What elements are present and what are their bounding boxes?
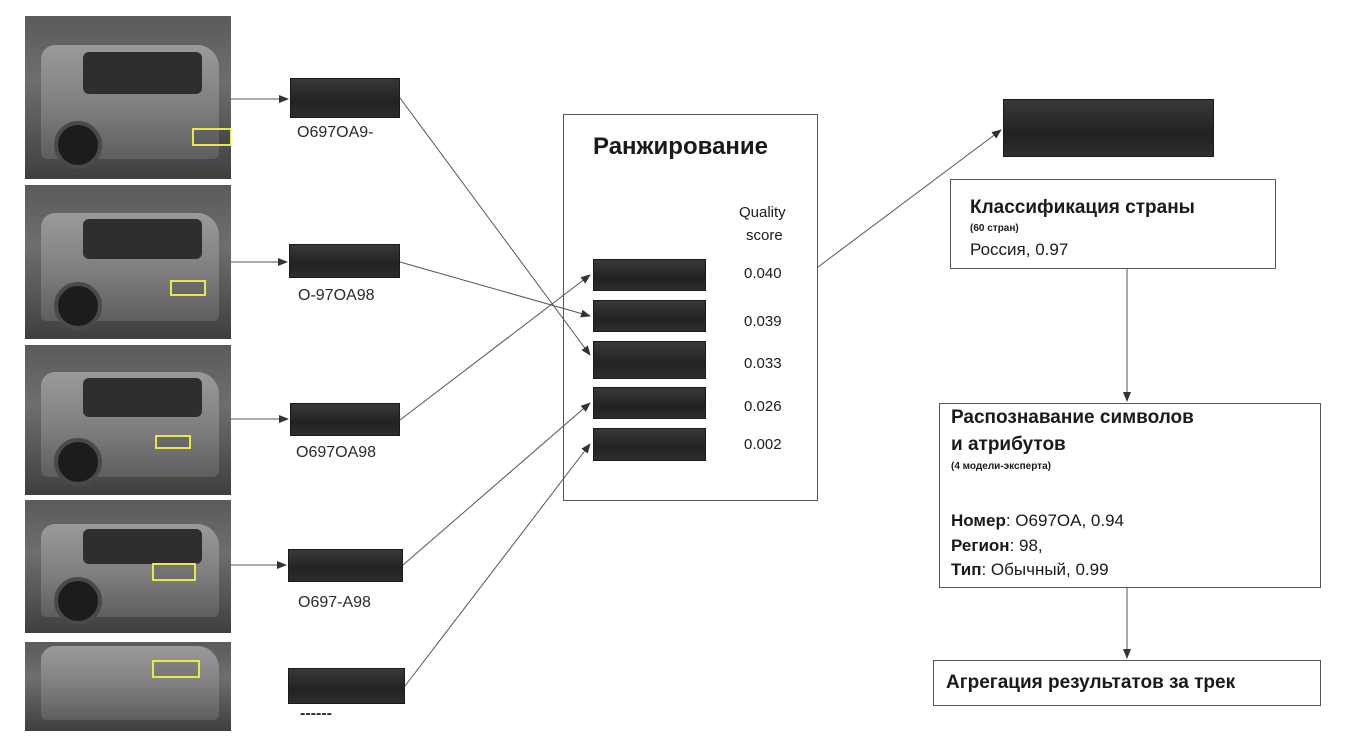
score-3: 0.033: [744, 355, 782, 372]
score-4: 0.026: [744, 398, 782, 415]
number-label: Номер: [951, 511, 1006, 530]
ranking-title: Ранжирование: [593, 133, 769, 160]
score-2: 0.039: [744, 313, 782, 330]
plate-reading-4: O697-A98: [298, 594, 371, 611]
country-result: Россия, 0.97: [970, 240, 1069, 259]
score-5: 0.002: [744, 436, 782, 453]
recognition-title-line1: Распознавание символов: [951, 407, 1194, 428]
arrow-crop1-rank: [400, 98, 590, 355]
country-title: Классификация страны: [970, 197, 1195, 218]
quality-score-header-line1: Quality: [739, 204, 786, 221]
arrow-crop3-rank: [400, 275, 590, 420]
quality-score-header-line2: score: [746, 227, 783, 244]
arrow-rank-best: [818, 130, 1001, 267]
region-value: : 98,: [1009, 536, 1043, 555]
plate-reading-5: ------: [300, 705, 332, 722]
type-value: : Обычный, 0.99: [981, 560, 1109, 579]
aggregation-title: Агрегация результатов за трек: [946, 672, 1236, 693]
recognition-title-line2: и атрибутов: [951, 434, 1066, 455]
plate-reading-1: O697OA9-: [297, 124, 374, 141]
type-label: Тип: [951, 560, 982, 579]
arrow-crop2-rank: [400, 262, 590, 316]
arrow-crop4-rank: [403, 403, 590, 565]
arrow-crop5-rank: [405, 444, 590, 686]
recognition-subtitle: (4 модели-эксперта): [951, 461, 1051, 472]
plate-reading-2: O-97OA98: [298, 287, 375, 304]
plate-reading-3: O697OA98: [296, 444, 377, 461]
country-subtitle: (60 стран): [970, 223, 1019, 234]
score-1: 0.040: [744, 265, 782, 282]
region-label: Регион: [951, 536, 1010, 555]
number-value: : O697OA, 0.94: [1005, 511, 1124, 530]
